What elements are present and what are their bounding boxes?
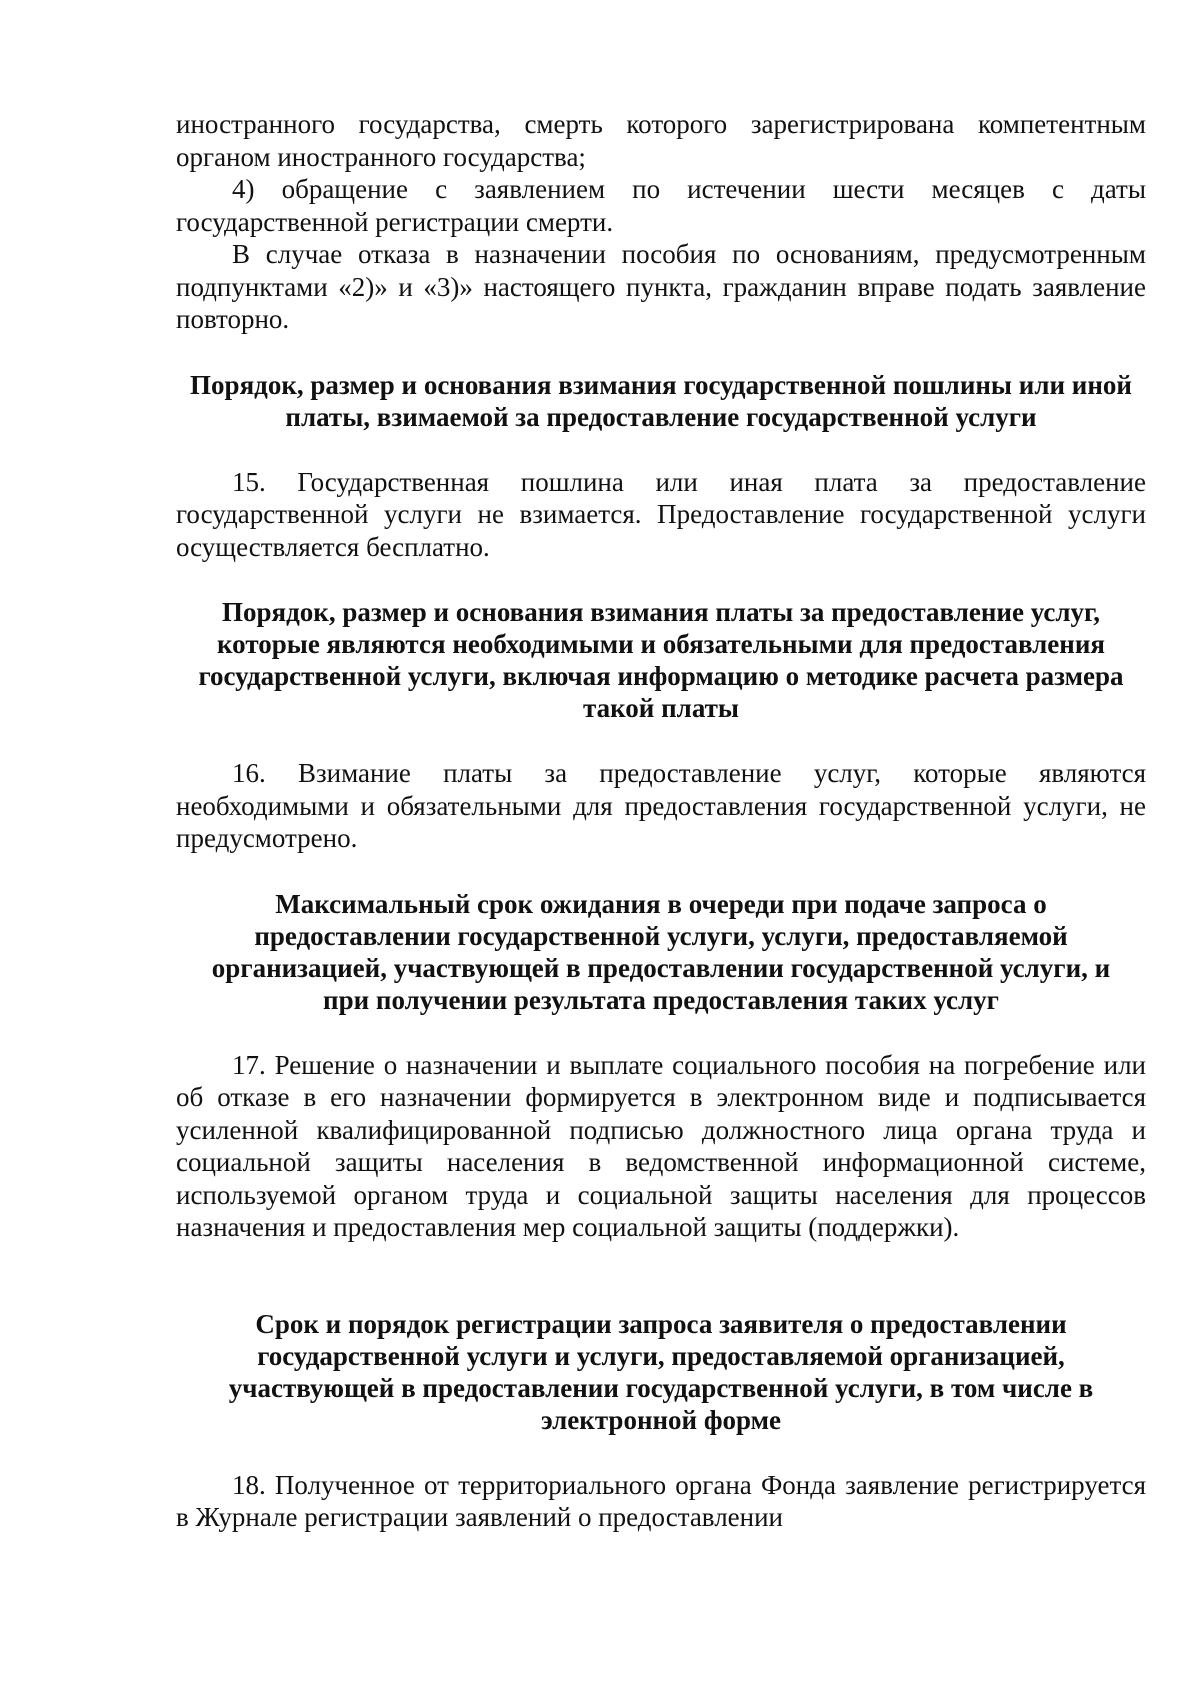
paragraph-17: 17. Решение о назначении и выплате социального пособия на погребение или об отказе в его назначении формируется в электронном виде и подписывается усиленной квалифицированной подписью должностного лица органа труда и социальной защиты населения в ведомственной информационной системе, используемой органом труда и социальной защиты населения для процессов назначения и предоставления мер социальной защиты (поддержки). <box>176 1049 1146 1242</box>
paragraph-16: 16. Взимание платы за предоставление услуг, которые являются необходимыми и обязательными для предоставления государственной услуги, не предусмотрено. <box>176 758 1146 853</box>
paragraph-refusal-note: В случае отказа в назначении пособия по основаниям, предусмотренным подпунктами «2)» и «3)» настоящего пункта, гражданин вправе подать заявление повторно. <box>176 239 1146 334</box>
section-heading-waiting-time: Максимальный срок ожидания в очереди при подаче запроса о предоставлении государственной услуги, услуги, предоставляемой организацией, участвующей в предоставлении государственной услуги, и при получении результата предоставления таких услуг <box>211 888 1111 1015</box>
paragraph-item-4: 4) обращение с заявлением по истечении шести месяцев с даты государственной регистрации смерти. <box>176 174 1146 237</box>
document-page <box>176 108 1146 1534</box>
paragraph-intro-continuation: иностранного государства, смерть которого зарегистрирована компетентным органом иностранного государства; <box>176 109 1146 172</box>
section-heading-payment: Порядок, размер и основания взимания платы за предоставление услуг, которые являются необходимыми и обязательными для предоставления государственной услуги, включая информацию о методике расчета размера такой платы <box>198 597 1124 723</box>
paragraph-18: 18. Полученное от территориального органа Фонда заявление регистрируется в Журнале регистрации заявлений о предоставлении <box>176 1469 1146 1532</box>
paragraph-15: 15. Государственная пошлина или иная плата за предоставление государственной услуги не взимается. Предоставление государственной услуги осуществляется бесплатно. <box>176 466 1146 562</box>
section-heading-fee: Порядок, размер и основания взимания государственной пошлины или иной платы, взимаемой за предоставление государственной услуги <box>190 369 1132 432</box>
section-heading-registration: Срок и порядок регистрации запроса заявителя о предоставлении государственной услуги и услуги, предоставляемой организацией, участвующей в предоставлении государственной услуги, в том числе в электронной форме <box>228 1308 1094 1435</box>
